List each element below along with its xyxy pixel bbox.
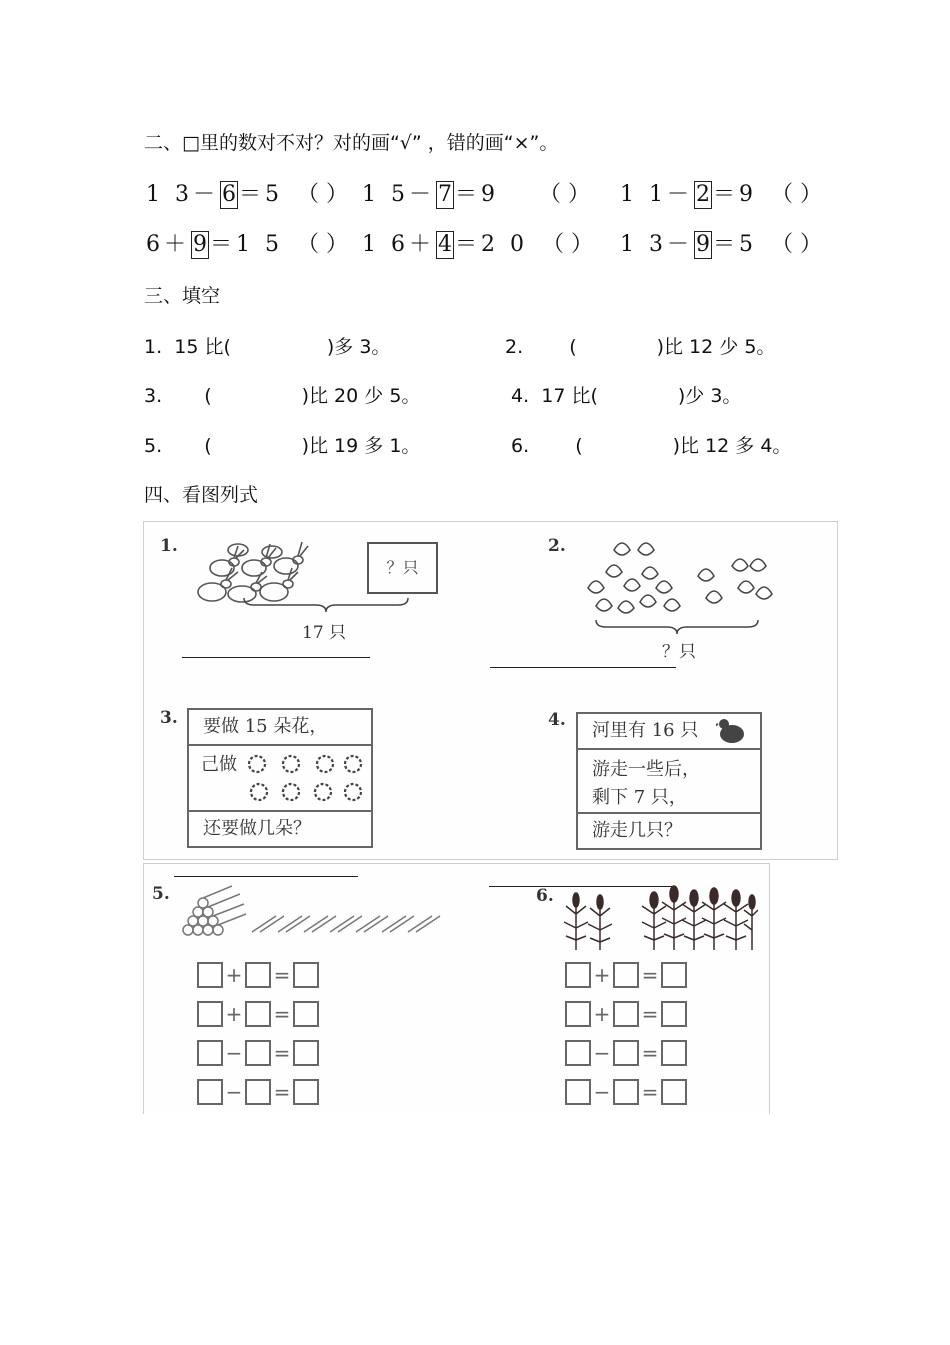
equation-left: 1 1－ — [620, 182, 693, 207]
answer-box[interactable] — [565, 1040, 591, 1066]
equation-row — [565, 1079, 687, 1105]
answer-box[interactable] — [197, 1040, 223, 1066]
equation-left: 1 3－ — [620, 232, 693, 257]
picture-panel-bottom — [143, 863, 770, 1114]
operator: + — [225, 963, 243, 987]
table-row: 游走几只？ — [592, 820, 682, 841]
answer-box[interactable] — [661, 1040, 687, 1066]
equation-right: ＝1 5 — [210, 232, 283, 257]
fill-item-number: 4. — [511, 385, 530, 407]
table-row: 还要做几朵？ — [203, 818, 311, 839]
equation-right: ＝5 — [713, 232, 757, 257]
answer-parentheses[interactable]: （ ） — [542, 232, 593, 257]
equals-sign: = — [273, 1080, 291, 1104]
problem-3-number: 3. — [160, 708, 178, 728]
fill-item-1 — [144, 332, 390, 359]
answer-box[interactable] — [613, 1040, 639, 1066]
boxed-number: 9 — [193, 232, 207, 257]
section3-title: 三、填空 — [144, 285, 221, 307]
boxed-number: 4 — [438, 232, 452, 257]
corn-plants-illustration — [562, 884, 758, 954]
table-row-text: 游走一些后， — [592, 759, 700, 780]
check-equation — [620, 177, 822, 209]
operator: − — [593, 1080, 611, 1104]
answer-box[interactable] — [245, 1079, 271, 1105]
operator: + — [593, 1002, 611, 1026]
equation-left: 6＋ — [146, 232, 190, 257]
answer-box[interactable] — [661, 962, 687, 988]
problem-2-brace-label: ？只 — [662, 642, 696, 662]
boxed-number: 7 — [438, 182, 452, 207]
answer-parentheses[interactable]: （ ） — [297, 232, 348, 257]
problem-4-number: 4. — [548, 710, 566, 730]
equation-row — [197, 1079, 319, 1105]
answer-box[interactable] — [293, 1040, 319, 1066]
answer-box[interactable] — [565, 1001, 591, 1027]
section4-title: 四、看图列式 — [144, 484, 259, 506]
table-row: 要做 15 朵花， — [189, 710, 371, 746]
answer-box[interactable] — [613, 962, 639, 988]
answer-box[interactable] — [197, 1001, 223, 1027]
fill-item-number: 6. — [511, 435, 530, 457]
fill-item-text: 15 比( — [174, 336, 231, 358]
answer-parentheses[interactable]: （ ） — [771, 232, 822, 257]
duck-icon — [716, 716, 748, 746]
problem-3-table — [187, 708, 373, 848]
fill-item-text: 17 比( — [541, 385, 598, 407]
answer-box[interactable] — [245, 1040, 271, 1066]
fill-item-6 — [511, 431, 791, 458]
equation-left: 1 3－ — [146, 182, 219, 207]
table-row — [189, 746, 371, 812]
table-row — [578, 750, 760, 814]
flowers-illustration — [245, 752, 369, 806]
answer-box[interactable] — [293, 962, 319, 988]
problem-1-brace-label: 17 只 — [302, 623, 347, 643]
fill-item-5 — [144, 431, 420, 458]
check-equation — [146, 177, 348, 209]
fill-item-number: 5. — [144, 435, 163, 457]
problem-5-number: 5. — [152, 884, 170, 904]
birds-illustration — [576, 536, 776, 618]
boxed-number: 2 — [696, 182, 710, 207]
equation-right: ＝9 — [455, 182, 499, 207]
equation-right: ＝2 0 — [455, 232, 528, 257]
problem-2-brace — [594, 618, 760, 636]
answer-box[interactable] — [197, 962, 223, 988]
equation-row — [197, 962, 319, 988]
problem-2-answer-line[interactable] — [490, 667, 676, 668]
answer-parentheses[interactable]: （ ） — [539, 182, 590, 207]
answer-parentheses[interactable]: （ ） — [771, 182, 822, 207]
answer-box[interactable] — [293, 1001, 319, 1027]
check-equation — [620, 227, 822, 259]
fill-item-text: ( — [204, 385, 212, 407]
equals-sign: = — [273, 1002, 291, 1026]
table-row-text: 河里有 16 只 — [592, 720, 699, 741]
operator: − — [225, 1041, 243, 1065]
equals-sign: = — [273, 1041, 291, 1065]
fill-item-text: )多 3。 — [326, 336, 391, 358]
table-row-text: 剩下 7 只， — [592, 787, 687, 808]
fill-item-text: )比 12 少 5。 — [656, 336, 776, 358]
answer-box[interactable] — [565, 1079, 591, 1105]
picture-panel-top — [143, 521, 838, 860]
answer-box[interactable] — [197, 1079, 223, 1105]
boxed-number: 9 — [696, 232, 710, 257]
boxed-number: 6 — [222, 182, 236, 207]
fill-item-text: ( — [569, 336, 577, 358]
fill-item-3 — [144, 381, 420, 408]
table-row-text: 己做 — [201, 754, 237, 775]
equation-row — [197, 1040, 319, 1066]
section2-title: 二、□里的数对不对？对的画“√” ，错的画“×”。 — [144, 132, 559, 154]
check-equation — [362, 177, 590, 209]
equation-right: ＝5 — [239, 182, 283, 207]
answer-box[interactable] — [613, 1079, 639, 1105]
check-equation — [362, 227, 593, 259]
equation-left: 1 5－ — [362, 182, 435, 207]
answer-box[interactable] — [293, 1079, 319, 1105]
equals-sign: = — [641, 1041, 659, 1065]
equals-sign: = — [641, 963, 659, 987]
problem-6-number: 6. — [536, 886, 554, 906]
operator: + — [593, 963, 611, 987]
answer-box[interactable] — [613, 1001, 639, 1027]
operator: + — [225, 1002, 243, 1026]
problem-1-answer-line[interactable] — [182, 657, 370, 658]
operator: − — [593, 1041, 611, 1065]
problem-4-table — [576, 712, 762, 850]
answer-box[interactable] — [245, 1001, 271, 1027]
equals-sign: = — [641, 1080, 659, 1104]
equals-sign: = — [641, 1002, 659, 1026]
fill-item-number: 2. — [505, 336, 524, 358]
problem-3-answer-line[interactable] — [174, 876, 358, 877]
answer-box[interactable] — [565, 962, 591, 988]
fill-item-number: 3. — [144, 385, 163, 407]
equation-row — [565, 1040, 687, 1066]
problem-6-equations — [565, 962, 687, 1105]
fill-item-text: )比 20 少 5。 — [301, 385, 421, 407]
equation-row — [197, 1001, 319, 1027]
equation-row — [565, 962, 687, 988]
equation-row — [565, 1001, 687, 1027]
check-equation — [146, 227, 348, 259]
table-row — [578, 714, 760, 750]
equation-right: ＝9 — [713, 182, 757, 207]
equation-left: 1 6＋ — [362, 232, 435, 257]
fill-item-text: )比 19 多 1。 — [301, 435, 421, 457]
fill-item-text: )比 12 多 4。 — [672, 435, 792, 457]
equals-sign: = — [273, 963, 291, 987]
problem-2-number: 2. — [548, 536, 566, 556]
problem-1-number: 1. — [160, 536, 178, 556]
problem-5-equations — [197, 962, 319, 1105]
fill-item-number: 1. — [144, 336, 163, 358]
sticks-illustration — [180, 882, 444, 938]
fill-item-4 — [511, 381, 741, 408]
operator: − — [225, 1080, 243, 1104]
fill-item-2 — [505, 332, 775, 359]
fill-item-text: ( — [204, 435, 212, 457]
answer-box[interactable] — [661, 1079, 687, 1105]
problem-1-question-box: ？只 — [367, 542, 438, 594]
fill-item-text: ( — [575, 435, 583, 457]
answer-box[interactable] — [661, 1001, 687, 1027]
answer-parentheses[interactable]: （ ） — [297, 182, 348, 207]
answer-box[interactable] — [245, 962, 271, 988]
fill-item-text: )少 3。 — [677, 385, 742, 407]
problem-1-brace — [242, 596, 410, 614]
